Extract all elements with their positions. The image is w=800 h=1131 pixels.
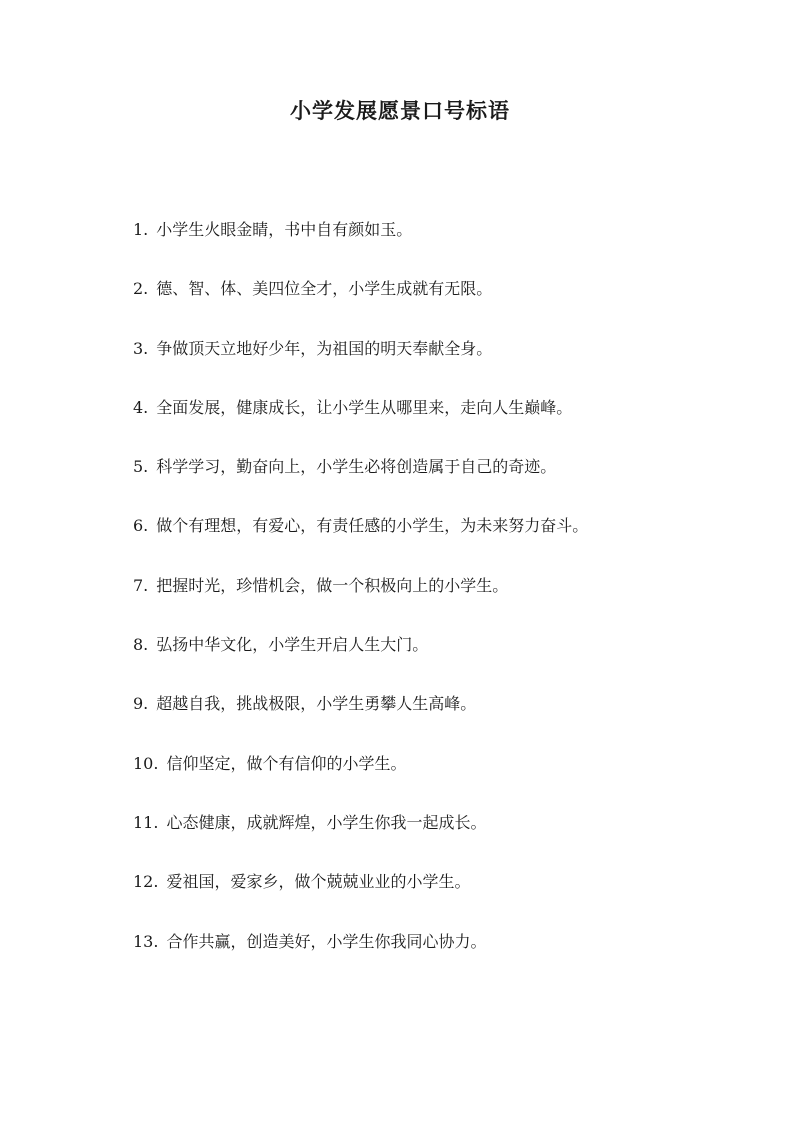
item-text: 争做顶天立地好少年，为祖国的明天奉献全身。 [156,338,493,358]
item-number: 10. [133,753,159,773]
item-text: 把握时光，珍惜机会，做一个积极向上的小学生。 [156,575,509,595]
list-item [133,809,753,868]
item-number: 7. [133,575,149,595]
item-number: 1. [133,220,149,239]
list-item [133,453,753,512]
item-number: 13. [133,931,159,951]
list-item [133,216,753,275]
item-text: 超越自我，挑战极限，小学生勇攀人生高峰。 [156,694,477,714]
item-text: 爱祖国，爱家乡，做个兢兢业业的小学生。 [166,872,471,892]
item-text: 弘扬中华文化，小学生开启人生大门。 [156,635,429,655]
item-number: 9. [133,694,149,714]
item-number: 12. [133,872,159,892]
item-text: 全面发展，健康成长，让小学生从哪里来，走向人生巅峰。 [156,397,573,417]
item-text: 做个有理想，有爱心，有责任感的小学生，为未来努力奋斗。 [156,516,589,536]
item-text: 心态健康，成就辉煌，小学生你我一起成长。 [166,812,487,832]
list-item [133,572,753,631]
list-item [133,631,753,690]
list-item [133,335,753,394]
list-item [133,275,753,334]
item-number: 11. [133,812,159,832]
slogan-list [133,216,753,987]
item-number: 4. [133,397,149,417]
item-text: 德、智、体、美四位全才，小学生成就有无限。 [156,279,493,299]
list-item [133,868,753,927]
list-item [133,750,753,809]
list-item [133,690,753,749]
item-number: 2. [133,279,149,299]
list-item [133,394,753,453]
item-number: 8. [133,635,149,655]
item-text: 信仰坚定，做个有信仰的小学生。 [166,753,407,773]
list-item [133,928,753,987]
item-number: 3. [133,338,149,358]
item-number: 5. [133,457,149,477]
list-item [133,512,753,571]
item-text: 科学学习，勤奋向上，小学生必将创造属于自己的奇迹。 [156,457,557,477]
item-number: 6. [133,516,149,536]
item-text: 合作共赢，创造美好，小学生你我同心协力。 [166,931,487,951]
item-text: 小学生火眼金睛，书中自有颜如玉。 [156,220,413,239]
page-title: 小学发展愿景口号标语 [290,98,510,123]
